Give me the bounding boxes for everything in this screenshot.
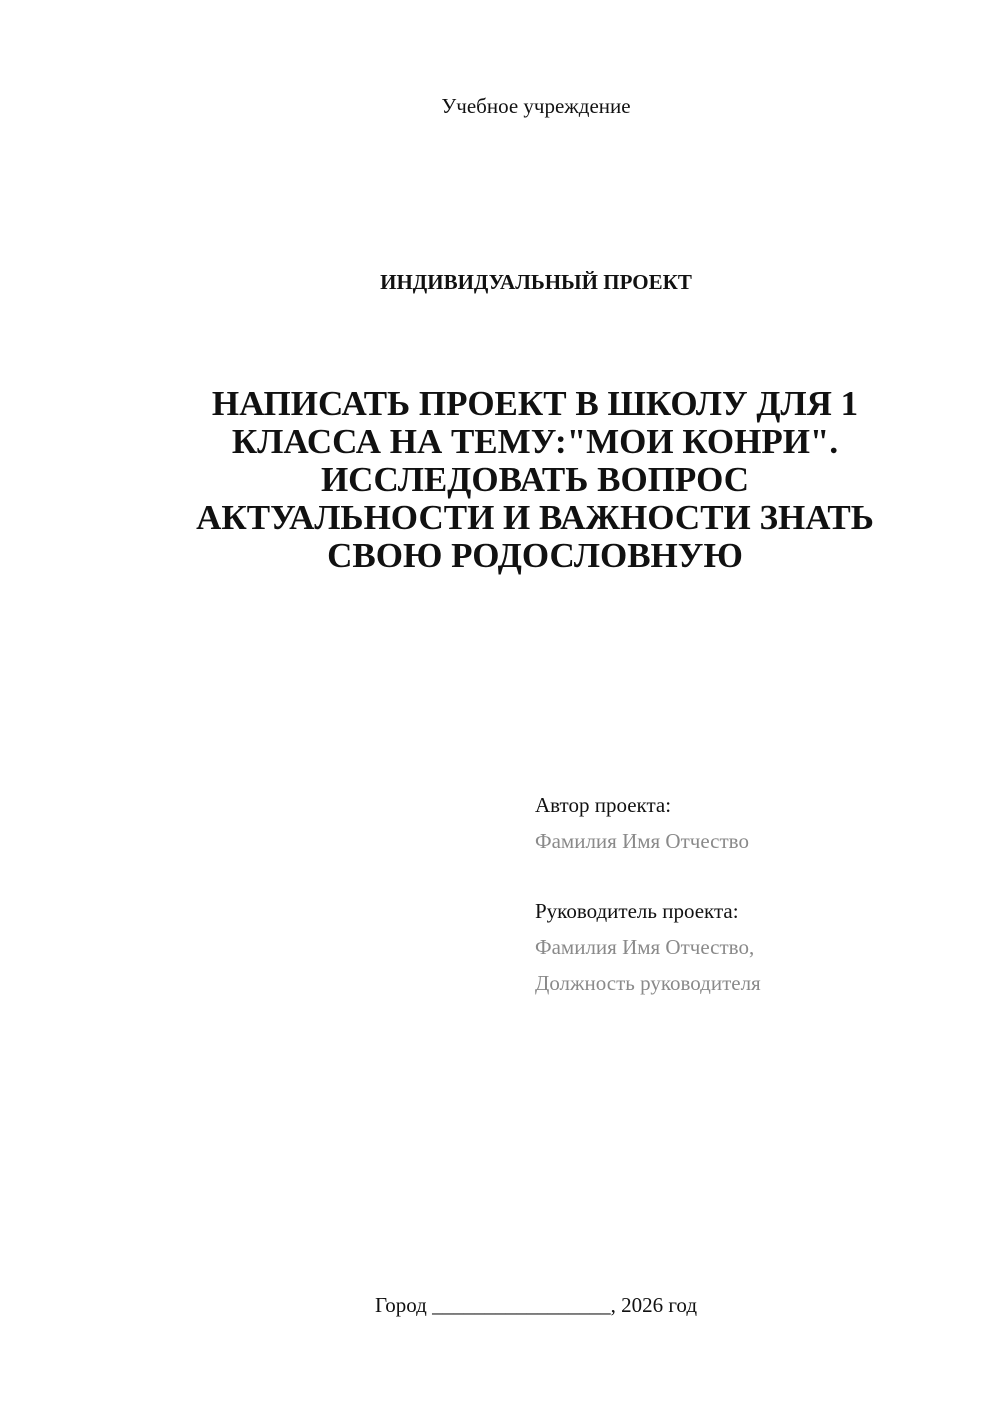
supervisor-label: Руководитель проекта:	[535, 899, 739, 923]
title-line: АКТУАЛЬНОСТИ И ВАЖНОСТИ ЗНАТЬ	[196, 498, 874, 537]
project-title	[140, 385, 930, 575]
author-name: Фамилия Имя Отчество	[535, 829, 749, 853]
supervisor-block	[535, 898, 965, 996]
document-type: ИНДИВИДУАЛЬНЫЙ ПРОЕКТ	[380, 270, 692, 294]
title-line: СВОЮ РОДОСЛОВНУЮ	[327, 536, 743, 575]
author-label: Автор проекта:	[535, 793, 672, 817]
supervisor-position: Должность руководителя	[535, 971, 761, 995]
city-year-footer: Город _________________, 2026 год	[374, 1293, 698, 1317]
title-line: КЛАССА НА ТЕМУ:"МОИ КОНРИ".	[231, 422, 839, 461]
title-line: ИССЛЕДОВАТЬ ВОПРОС	[320, 460, 750, 499]
supervisor-name: Фамилия Имя Отчество,	[535, 935, 755, 959]
institution-name: Учебное учреждение	[441, 94, 631, 118]
author-block	[535, 792, 965, 854]
title-line: НАПИСАТЬ ПРОЕКТ В ШКОЛУ ДЛЯ 1	[211, 384, 859, 423]
